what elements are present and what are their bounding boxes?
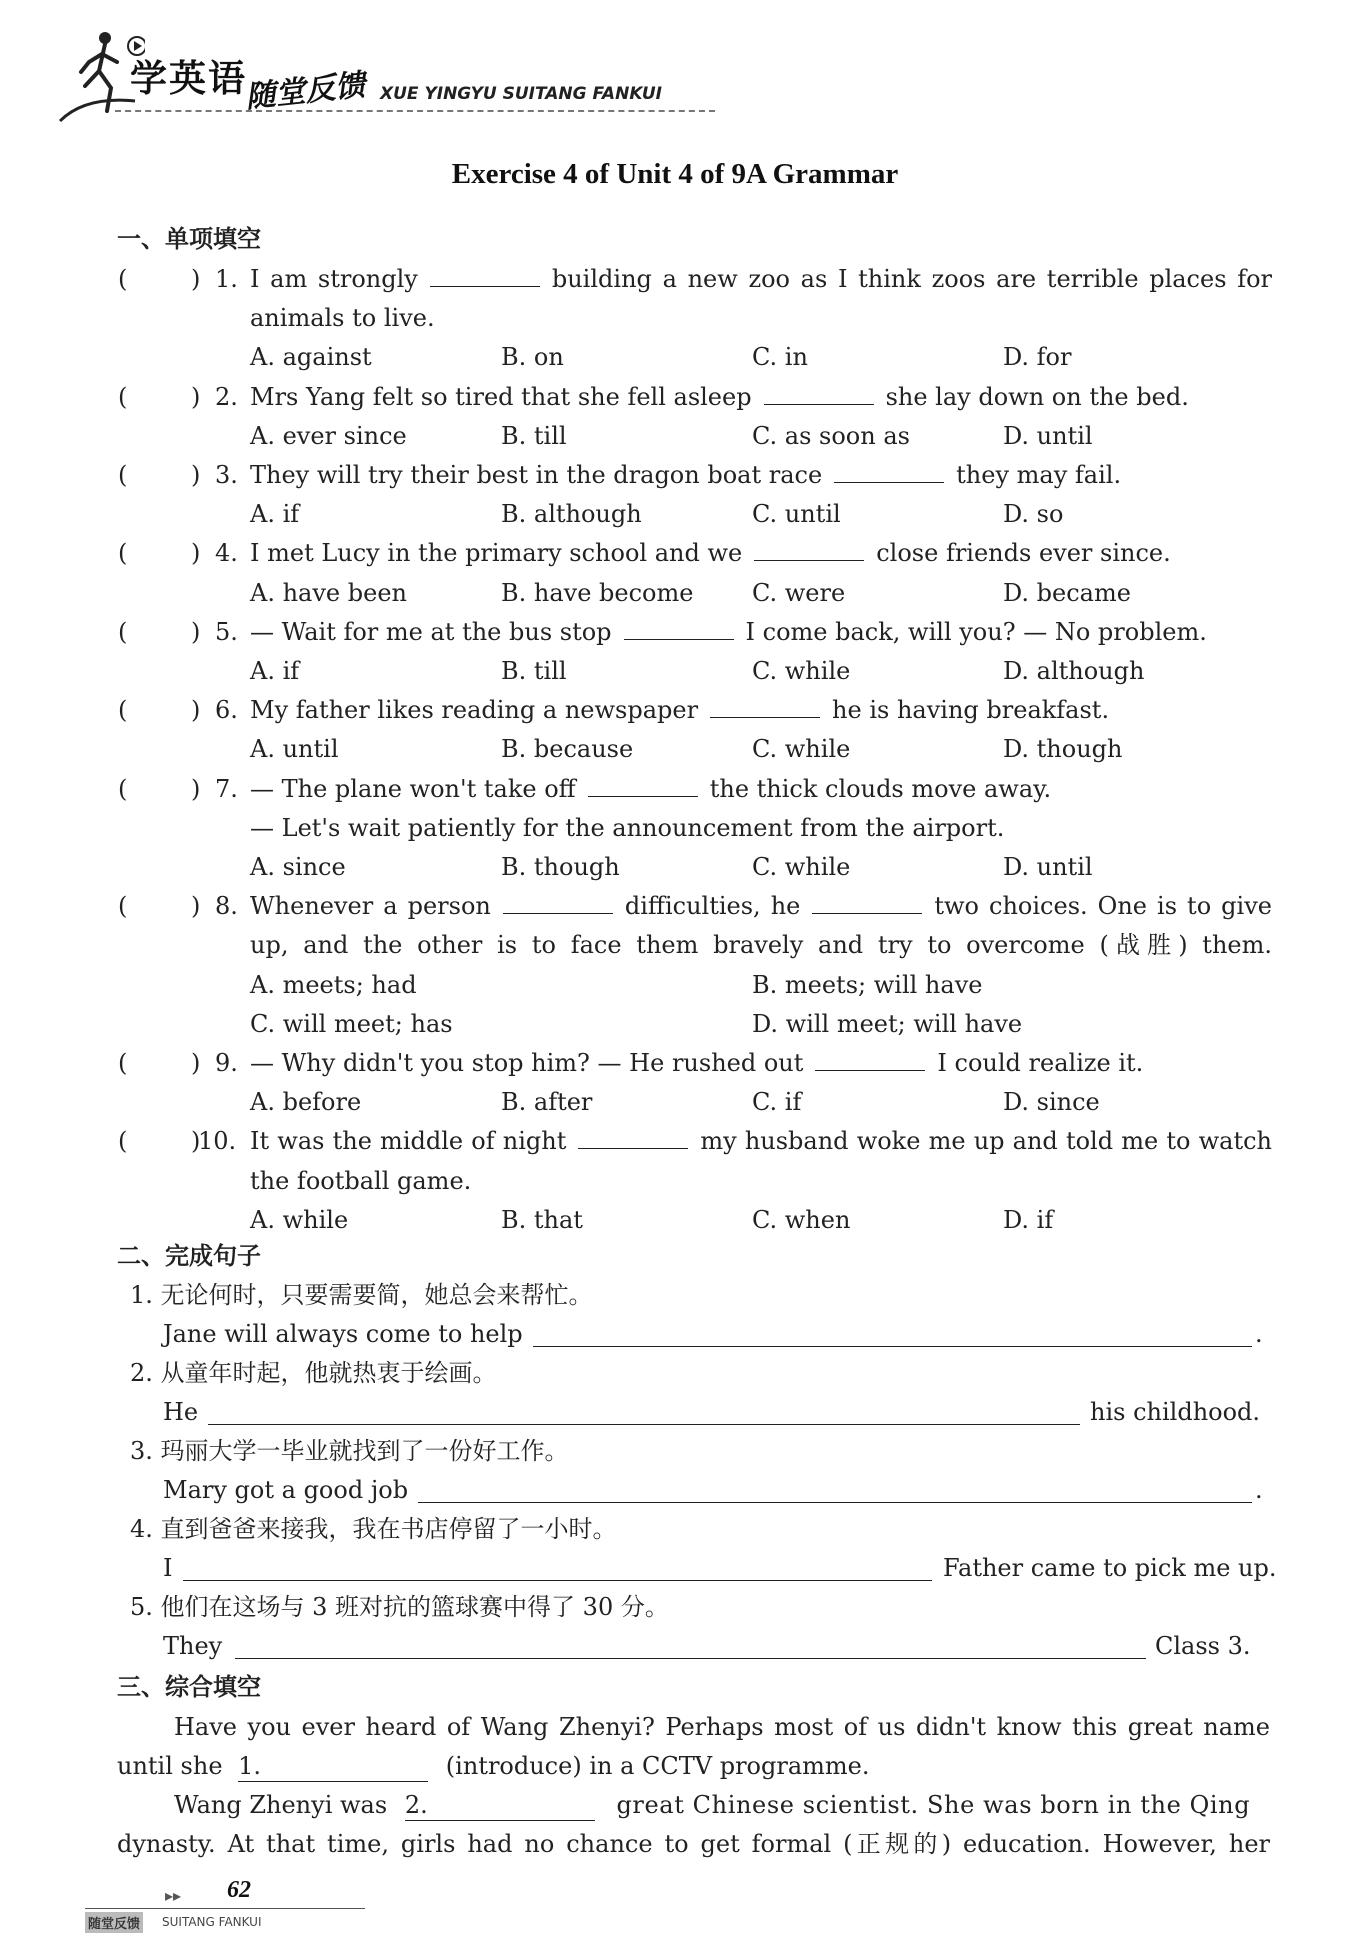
answer-box[interactable] xyxy=(135,264,187,292)
double-arrow-icon: ▸▸ xyxy=(165,1886,182,1905)
question-number: 3. xyxy=(215,461,238,489)
question-line xyxy=(250,1048,1272,1078)
passage-text: (introduce) in a CCTV programme. xyxy=(445,1752,870,1780)
answer-blank[interactable] xyxy=(503,891,613,914)
question-line xyxy=(250,930,1272,960)
option-a[interactable]: A. against xyxy=(250,343,372,372)
passage-line-4: dynasty. At that time, girls had no chance to get formal (正规的) education. However, her xyxy=(117,1830,1270,1858)
option-d[interactable]: D. for xyxy=(1003,343,1072,372)
answer-paren-open: ( xyxy=(118,461,128,489)
passage-blank-1[interactable] xyxy=(238,1751,428,1782)
option-d[interactable]: D. so xyxy=(1003,500,1064,529)
option-a[interactable]: A. before xyxy=(250,1088,362,1117)
answer-paren-open: ( xyxy=(118,539,128,568)
option-c[interactable]: C. as soon as xyxy=(752,421,910,450)
question-text: Whenever a person xyxy=(250,892,491,921)
question-text: my husband woke me up and told me to watch xyxy=(700,1127,1272,1156)
option-a[interactable]: A. have been xyxy=(250,578,407,607)
question-text: Mrs Yang felt so tired that she fell asleep xyxy=(250,382,752,411)
question-line xyxy=(250,813,1272,843)
answer-paren-close: ) xyxy=(191,539,201,568)
sentence-cn: 5. 他们在这场与 3 班对抗的篮球赛中得了 30 分。 xyxy=(130,1593,669,1621)
question-text: animals to live. xyxy=(250,304,435,333)
sentence-cn: 2. 从童年时起，他就热衷于绘画。 xyxy=(130,1359,497,1387)
question-line xyxy=(250,264,1272,294)
footer-tag-en: SUITANG FANKUI xyxy=(162,1915,262,1929)
question-text: they may fail. xyxy=(956,461,1122,489)
question-text: I met Lucy in the primary school and we xyxy=(250,539,743,568)
section2-heading: 二、完成句子 xyxy=(117,1242,261,1270)
section1-heading: 一、单项填空 xyxy=(117,225,261,253)
page-footer xyxy=(80,1870,380,1930)
sentence-answer-line[interactable] xyxy=(235,1657,1146,1659)
blank-number: 2. xyxy=(404,1791,428,1819)
option-d[interactable]: D. if xyxy=(1003,1205,1054,1234)
section3-heading: 三、综合填空 xyxy=(117,1673,261,1701)
question-number: 1. xyxy=(215,265,238,293)
page-header xyxy=(55,18,695,128)
option-a[interactable]: A. while xyxy=(250,1205,349,1234)
answer-box[interactable] xyxy=(135,1048,187,1076)
question-line xyxy=(250,774,1272,804)
answer-paren-close: ) xyxy=(191,1049,201,1077)
question-text: — Let's wait patiently for the announcement from the airport. xyxy=(250,813,1005,842)
answer-blank[interactable] xyxy=(815,1048,925,1071)
answer-paren-close: ) xyxy=(191,892,201,921)
option-b[interactable]: B. because xyxy=(501,735,634,764)
answer-paren-open: ( xyxy=(118,696,128,725)
sentence-en-start: I xyxy=(163,1554,173,1582)
answer-blank[interactable] xyxy=(834,460,944,483)
question-text: I am strongly xyxy=(250,265,418,293)
sentence-en-start: He xyxy=(163,1398,199,1426)
answer-paren-open: ( xyxy=(118,382,128,411)
answer-paren-open: ( xyxy=(118,617,128,646)
question-line xyxy=(250,303,1272,333)
question-text: My father likes reading a newspaper xyxy=(250,696,699,725)
option-d[interactable]: D. will meet; will have xyxy=(752,1009,1023,1038)
blank-number: 1. xyxy=(238,1752,262,1780)
answer-box[interactable] xyxy=(135,774,187,802)
sentence-en-end: . xyxy=(1255,1476,1263,1504)
sentence-en-end: his childhood. xyxy=(1090,1398,1261,1426)
question-text: two choices. One is to give xyxy=(934,892,1272,921)
answer-blank[interactable] xyxy=(764,382,874,405)
option-c[interactable]: C. if xyxy=(752,1088,802,1117)
answer-blank[interactable] xyxy=(754,538,864,561)
question-text: he is having breakfast. xyxy=(832,696,1110,725)
option-d[interactable]: D. became xyxy=(1003,578,1131,607)
question-text: — Why didn't you stop him? — He rushed out xyxy=(250,1049,804,1077)
footer-divider xyxy=(85,1908,365,1909)
sentence-answer-line[interactable] xyxy=(183,1579,932,1581)
question-number: 4. xyxy=(215,539,238,568)
question-line xyxy=(250,460,1272,490)
option-c[interactable]: C. while xyxy=(752,735,851,764)
question-line xyxy=(250,1166,1272,1196)
answer-paren-open: ( xyxy=(118,892,128,921)
answer-paren-close: ) xyxy=(191,774,201,803)
sentence-en-end: . xyxy=(1255,1320,1263,1348)
option-b[interactable]: B. though xyxy=(501,853,620,881)
answer-paren-close: ) xyxy=(191,265,201,293)
header-divider xyxy=(115,110,715,112)
answer-box[interactable] xyxy=(135,695,187,723)
question-text: the football game. xyxy=(250,1166,472,1195)
answer-paren-close: ) xyxy=(191,382,201,411)
sentence-answer-line[interactable] xyxy=(208,1423,1080,1425)
sentence-cn: 3. 玛丽大学一毕业就找到了一份好工作。 xyxy=(130,1437,569,1465)
option-a[interactable]: A. if xyxy=(250,500,300,529)
passage-text: great Chinese scientist. She was born in the Qing xyxy=(616,1791,1251,1819)
option-c[interactable]: C. while xyxy=(752,853,851,881)
option-b[interactable]: B. after xyxy=(501,1088,593,1117)
passage-text: until she xyxy=(117,1752,223,1780)
option-d[interactable]: D. until xyxy=(1003,421,1093,450)
option-a[interactable]: A. since xyxy=(250,853,346,881)
option-b[interactable]: B. that xyxy=(501,1205,583,1234)
question-text: It was the middle of night xyxy=(250,1127,567,1156)
answer-paren-close: ) xyxy=(191,1127,201,1156)
answer-box[interactable] xyxy=(135,538,187,566)
answer-paren-close: ) xyxy=(191,617,201,646)
answer-blank[interactable] xyxy=(624,617,734,640)
sentence-en-start: They xyxy=(163,1632,223,1660)
question-number: 8. xyxy=(215,892,238,921)
header-en-subtitle: XUE YINGYU SUITANG FANKUI xyxy=(380,84,663,104)
option-c[interactable]: C. will meet; has xyxy=(250,1009,453,1038)
passage-line-2 xyxy=(117,1751,870,1782)
question-line xyxy=(250,617,1272,647)
question-number: 2. xyxy=(215,382,238,411)
answer-paren-open: ( xyxy=(118,1049,128,1077)
sentence-cn: 1. 无论何时，只要需要简，她总会来帮忙。 xyxy=(130,1281,593,1309)
option-c[interactable]: C. were xyxy=(752,578,846,607)
page-title: Exercise 4 of Unit 4 of 9A Grammar xyxy=(451,158,899,190)
answer-box[interactable] xyxy=(135,382,187,410)
question-text: — The plane won't take off xyxy=(250,774,576,803)
header-cn-subtitle: 随堂反馈 xyxy=(243,67,367,116)
sentence-answer-line[interactable] xyxy=(418,1501,1252,1503)
header-cn-title: 学英语 xyxy=(130,57,247,100)
sentence-answer-line[interactable] xyxy=(533,1345,1252,1347)
option-b[interactable]: B. till xyxy=(501,657,567,685)
passage-blank-2[interactable] xyxy=(405,1790,595,1821)
passage-text: Wang Zhenyi was xyxy=(174,1791,388,1819)
passage-line-3 xyxy=(174,1790,1270,1821)
option-c[interactable]: C. in xyxy=(752,343,808,372)
option-b[interactable]: B. have become xyxy=(501,578,694,607)
answer-paren-close: ) xyxy=(191,696,201,725)
option-c[interactable]: C. when xyxy=(752,1205,851,1234)
option-a[interactable]: A. if xyxy=(250,657,300,685)
question-text: up, and the other is to face them bravely and try to overcome (战胜) them. xyxy=(250,931,1272,960)
question-number: 7. xyxy=(215,774,238,803)
option-d[interactable]: D. although xyxy=(1003,657,1145,685)
sentence-en-end: Class 3. xyxy=(1155,1632,1251,1660)
question-text: she lay down on the bed. xyxy=(885,382,1189,411)
option-a[interactable]: A. until xyxy=(250,735,339,764)
sentence-en-end: Father came to pick me up. xyxy=(943,1554,1277,1582)
question-text: the thick clouds move away. xyxy=(709,774,1052,803)
question-text: I come back, will you? — No problem. xyxy=(745,617,1207,646)
answer-paren-open: ( xyxy=(118,1127,128,1156)
answer-box[interactable] xyxy=(135,617,187,645)
answer-box[interactable] xyxy=(135,1126,187,1154)
option-b[interactable]: B. although xyxy=(501,500,642,529)
answer-blank[interactable] xyxy=(430,264,540,287)
question-text: building a new zoo as I think zoos are terrible places for xyxy=(551,265,1272,293)
option-a[interactable]: A. meets; had xyxy=(250,970,417,999)
option-b[interactable]: B. on xyxy=(501,343,564,372)
sentence-en-start: Mary got a good job xyxy=(163,1476,409,1504)
answer-blank[interactable] xyxy=(588,774,698,797)
question-line xyxy=(250,538,1272,568)
passage-line-1: Have you ever heard of Wang Zhenyi? Perhaps most of us didn't know this great name xyxy=(174,1713,1270,1741)
question-text: — Wait for me at the bus stop xyxy=(250,617,612,646)
option-b[interactable]: B. till xyxy=(501,421,567,450)
question-text: I could realize it. xyxy=(937,1049,1144,1077)
question-line xyxy=(250,382,1272,412)
question-text: They will try their best in the dragon boat race xyxy=(250,461,823,489)
option-c[interactable]: C. until xyxy=(752,500,841,529)
answer-paren-open: ( xyxy=(118,265,128,293)
sentence-en-start: Jane will always come to help xyxy=(163,1320,523,1348)
question-line xyxy=(250,695,1272,725)
answer-box[interactable] xyxy=(135,460,187,488)
question-line xyxy=(250,1126,1272,1156)
answer-blank[interactable] xyxy=(578,1126,688,1149)
option-a[interactable]: A. ever since xyxy=(250,421,407,450)
option-d[interactable]: D. though xyxy=(1003,735,1123,764)
option-d[interactable]: D. since xyxy=(1003,1088,1100,1117)
option-b[interactable]: B. meets; will have xyxy=(752,970,983,999)
answer-paren-close: ) xyxy=(191,461,201,489)
question-number: 10. xyxy=(198,1127,237,1156)
answer-blank[interactable] xyxy=(710,695,820,718)
question-number: 6. xyxy=(215,696,238,725)
question-number: 5. xyxy=(215,617,238,646)
question-text: difficulties, he xyxy=(624,892,801,921)
sentence-cn: 4. 直到爸爸来接我，我在书店停留了一小时。 xyxy=(130,1515,617,1543)
question-text: close friends ever since. xyxy=(876,539,1171,568)
footer-tag-cn: 随堂反馈 xyxy=(85,1912,143,1933)
question-line xyxy=(250,891,1272,921)
answer-paren-open: ( xyxy=(118,774,128,803)
option-c[interactable]: C. while xyxy=(752,657,851,685)
question-number: 9. xyxy=(215,1049,238,1077)
answer-box[interactable] xyxy=(135,891,187,919)
option-d[interactable]: D. until xyxy=(1003,853,1093,881)
answer-blank[interactable] xyxy=(812,891,922,914)
page-number: 62 xyxy=(227,1877,251,1903)
